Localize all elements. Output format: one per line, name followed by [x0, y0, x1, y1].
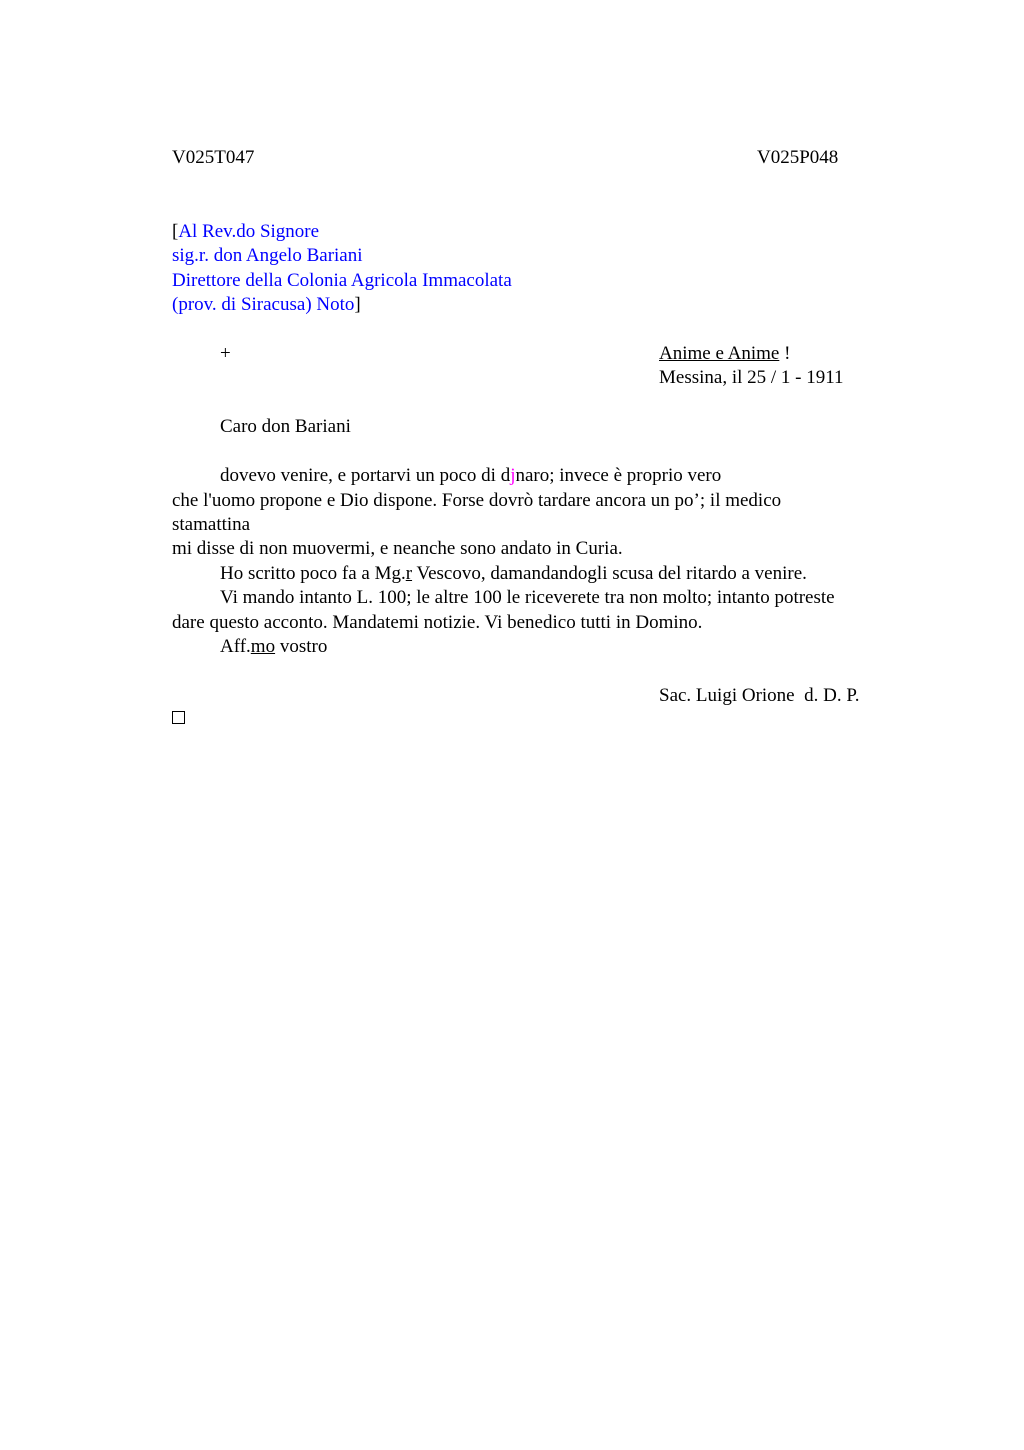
body-line: che l'uomo propone e Dio dispone. Forse dovrò tardare ancora un po’; il medico [172, 490, 782, 511]
body-line: Vi mando intanto L. 100; le altre 100 le riceverete tra non molto; intanto potreste [220, 587, 835, 608]
signature: Sac. Luigi Orione d. D. P. [659, 685, 860, 706]
document-code-right: V025P048 [757, 147, 839, 168]
body-line: Ho scritto poco fa a Mg.r Vescovo, damandandogli scusa del ritardo a venire. [220, 563, 807, 584]
end-box-icon [172, 711, 185, 724]
body-line: dovevo venire, e portarvi un poco di djnaro; invece è proprio vero [220, 465, 722, 486]
address-line-4: (prov. di Siracusa) Noto] [172, 294, 361, 315]
body-line: dare questo acconto. Mandatemi notizie. Vi benedico tutti in Domino. [172, 612, 703, 633]
dateline: Messina, il 25 / 1 - 1911 [659, 367, 844, 388]
closing: Aff.mo vostro [220, 636, 328, 657]
address-line-3: Direttore della Colonia Agricola Immacolata [172, 270, 512, 291]
address-line-1-text: Al Rev.do Signore [178, 221, 320, 242]
highlighted-correction: j [510, 465, 516, 486]
address-line-1: [Al Rev.do Signore [172, 221, 320, 242]
cross-symbol: + [220, 343, 231, 364]
body-line: stamattina [172, 514, 251, 535]
salutation: Caro don Bariani [220, 416, 351, 437]
address-line-2: sig.r. don Angelo Bariani [172, 245, 363, 266]
motto: Anime e Anime ! [659, 343, 791, 364]
body-line: mi disse di non muovermi, e neanche sono andato in Curia. [172, 538, 623, 559]
document-code-left: V025T047 [172, 147, 255, 168]
address-line-4-text: (prov. di Siracusa) Noto [172, 294, 355, 315]
